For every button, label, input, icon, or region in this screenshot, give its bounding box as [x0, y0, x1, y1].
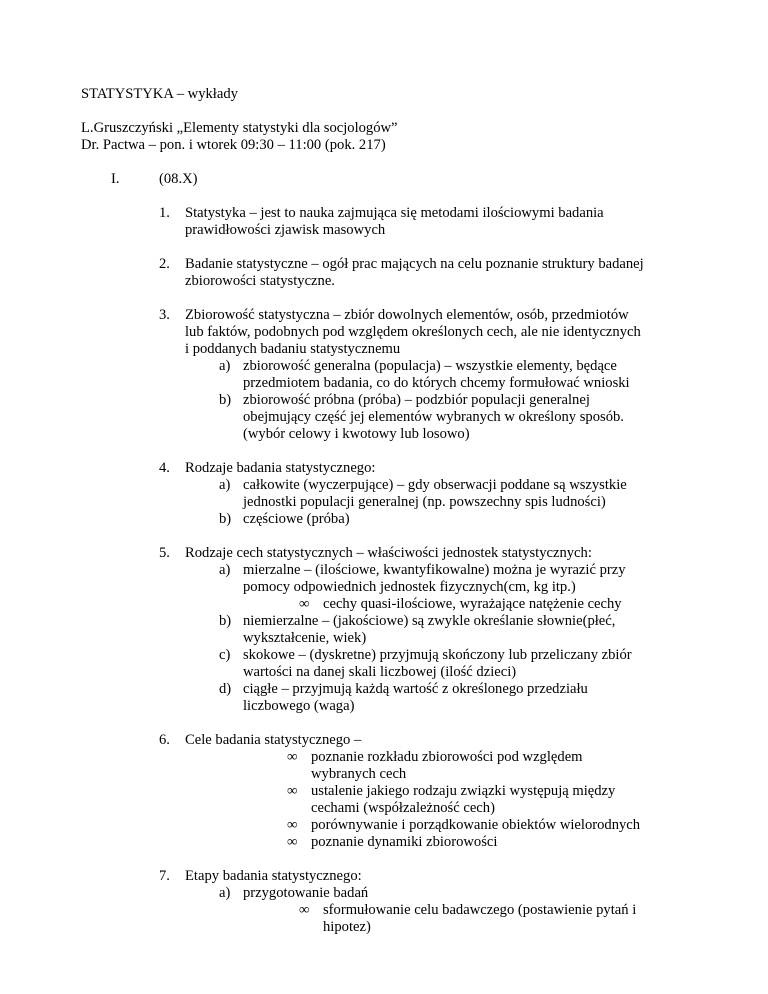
- item-5c-label: c): [219, 647, 231, 663]
- item-4a-line: jednostki populacji generalnej (np. powszechny spis ludności): [243, 494, 606, 510]
- item-7-bullet: hipotez): [323, 919, 371, 935]
- item-6-bullet: poznanie dynamiki zbiorowości: [311, 834, 498, 850]
- section-date: (08.X): [159, 171, 198, 187]
- item-3b-label: b): [219, 392, 232, 408]
- item-6-bullet: poznanie rozkładu zbiorowości pod względem: [311, 749, 583, 765]
- item-4b-line: częściowe (próba): [243, 511, 350, 527]
- item-2-line: zbiorowości statystyczne.: [185, 273, 335, 289]
- infinity-bullet-icon: ∞: [299, 596, 310, 612]
- section-numeral: I.: [111, 171, 120, 187]
- item-5a-bullet: cechy quasi-ilościowe, wyrażające natężenie cechy: [323, 596, 622, 612]
- item-7a-line: przygotowanie badań: [243, 885, 369, 901]
- item-3b-line: obejmujący część jej elementów wybranych w określony sposób.: [243, 409, 624, 425]
- item-2-number: 2.: [159, 256, 170, 272]
- item-3b-line: zbiorowość próbna (próba) – podzbiór populacji generalnej: [243, 392, 590, 408]
- item-6-bullet: porównywanie i porządkowanie obiektów wielorodnych: [311, 817, 641, 833]
- item-3a-label: a): [219, 358, 231, 374]
- infinity-bullet-icon: ∞: [287, 783, 298, 799]
- item-1-line: prawidłowości zjawisk masowych: [185, 222, 386, 238]
- item-5c-line: wartości na danej skali liczbowej (ilość dzieci): [243, 664, 517, 680]
- item-5d-label: d): [219, 681, 232, 697]
- item-6-line: Cele badania statystycznego –: [185, 732, 362, 748]
- item-2-line: Badanie statystyczne – ogół prac mających na celu poznanie struktury badanej: [185, 256, 644, 272]
- item-7a-label: a): [219, 885, 231, 901]
- item-3b-line: (wybór celowy i kwotowy lub losowo): [243, 426, 470, 442]
- item-5a-line: mierzalne – (ilościowe, kwantyfikowalne) można je wyrazić przy: [243, 562, 626, 578]
- infinity-bullet-icon: ∞: [287, 817, 298, 833]
- item-4a-label: a): [219, 477, 231, 493]
- infinity-bullet-icon: ∞: [287, 749, 298, 765]
- item-3a-line: przedmiotem badania, co do których chcemy formułować wnioski: [243, 375, 630, 391]
- item-5-line: Rodzaje cech statystycznych – właściwości jednostek statystycznych:: [185, 545, 592, 561]
- reference-book: L.Gruszczyński „Elementy statystyki dla socjologów”: [81, 120, 398, 136]
- item-7-line: Etapy badania statystycznego:: [185, 868, 362, 884]
- item-5a-label: a): [219, 562, 231, 578]
- item-5c-line: skokowe – (dyskretne) przyjmują skończony lub przeliczany zbiór: [243, 647, 632, 663]
- item-4-number: 4.: [159, 460, 170, 476]
- item-4a-line: całkowite (wyczerpujące) – gdy obserwacji poddane są wszystkie: [243, 477, 627, 493]
- item-3-line: i poddanych badaniu statystycznemu: [185, 341, 401, 357]
- item-5d-line: ciągłe – przyjmują każdą wartość z określonego przedziału: [243, 681, 588, 697]
- item-4b-label: b): [219, 511, 232, 527]
- item-7-number: 7.: [159, 868, 170, 884]
- item-7-bullet: sformułowanie celu badawczego (postawienie pytań i: [323, 902, 637, 918]
- item-5a-line: pomocy odpowiednich jednostek fizycznych(cm, kg itp.): [243, 579, 576, 595]
- item-1-line: Statystyka – jest to nauka zajmująca się metodami ilościowymi badania: [185, 205, 604, 221]
- item-1-number: 1.: [159, 205, 170, 221]
- item-5b-label: b): [219, 613, 232, 629]
- item-3-line: Zbiorowość statystyczna – zbiór dowolnych elementów, osób, przedmiotów: [185, 307, 629, 323]
- document-title: STATYSTYKA – wykłady: [81, 86, 238, 102]
- item-5-number: 5.: [159, 545, 170, 561]
- item-6-number: 6.: [159, 732, 170, 748]
- item-5b-line: wykształcenie, wiek): [243, 630, 367, 646]
- item-6-bullet: wybranych cech: [311, 766, 407, 782]
- item-3-line: lub faktów, podobnych pod względem określonych cech, ale nie identycznych: [185, 324, 641, 340]
- item-6-bullet: cechami (współzależność cech): [311, 800, 495, 816]
- item-5b-line: niemierzalne – (jakościowe) są zwykle określanie słownie(płeć,: [243, 613, 616, 629]
- infinity-bullet-icon: ∞: [299, 902, 310, 918]
- item-5d-line: liczbowego (waga): [243, 698, 355, 714]
- item-3a-line: zbiorowość generalna (populacja) – wszystkie elementy, będące: [243, 358, 617, 374]
- infinity-bullet-icon: ∞: [287, 834, 298, 850]
- reference-lecturer: Dr. Pactwa – pon. i wtorek 09:30 – 11:00 (pok. 217): [81, 137, 386, 153]
- item-6-bullet: ustalenie jakiego rodzaju związki występują między: [311, 783, 616, 799]
- item-3-number: 3.: [159, 307, 170, 323]
- item-4-line: Rodzaje badania statystycznego:: [185, 460, 376, 476]
